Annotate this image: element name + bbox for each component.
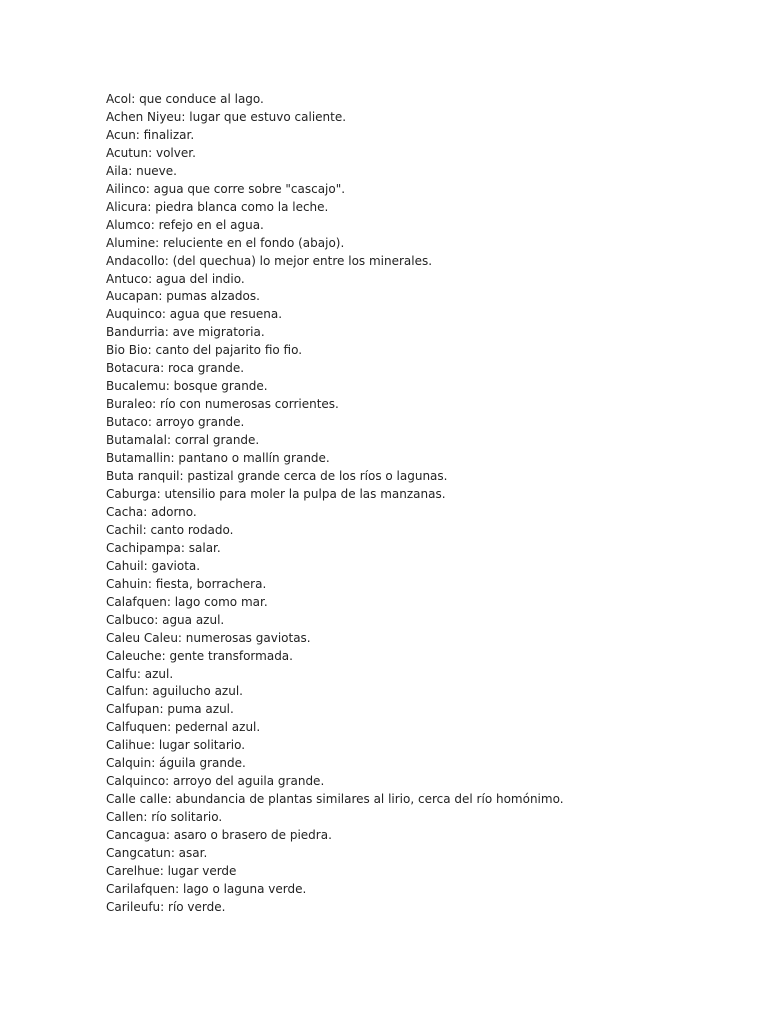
glossary-entry: Cahuin: fiesta, borrachera. bbox=[106, 576, 267, 591]
glossary-entry: Cancagua: asaro o brasero de piedra. bbox=[106, 828, 332, 843]
glossary-entry: Cachipampa: salar. bbox=[106, 540, 221, 555]
glossary-entry: Antuco: agua del indio. bbox=[106, 271, 245, 286]
glossary-entry: Calquinco: arroyo del aguila grande. bbox=[106, 774, 325, 789]
glossary-entry: Buraleo: río con numerosas corrientes. bbox=[106, 397, 339, 412]
glossary-entry: Botacura: roca grande. bbox=[106, 361, 245, 376]
glossary-entry: Ailinco: agua que corre sobre "cascajo". bbox=[106, 181, 346, 196]
glossary-entry: Alumine: reluciente en el fondo (abajo). bbox=[106, 235, 345, 250]
glossary-entry: Cacha: adorno. bbox=[106, 504, 197, 519]
glossary-entry: Carilafquen: lago o laguna verde. bbox=[106, 881, 307, 896]
glossary-entry: Caburga: utensilio para moler la pulpa de las manzanas. bbox=[106, 486, 446, 501]
glossary-entry: Alicura: piedra blanca como la leche. bbox=[106, 199, 329, 214]
glossary-entry: Cahuil: gaviota. bbox=[106, 558, 201, 573]
glossary-entry: Buta ranquil: pastizal grande cerca de los ríos o lagunas. bbox=[106, 469, 448, 484]
glossary-entry: Butaco: arroyo grande. bbox=[106, 415, 245, 430]
glossary-entry: Butamallin: pantano o mallín grande. bbox=[106, 451, 330, 466]
glossary-entry: Calquin: águila grande. bbox=[106, 756, 246, 771]
glossary-entry: Aila: nueve. bbox=[106, 163, 177, 178]
glossary-entry: Carelhue: lugar verde bbox=[106, 863, 237, 878]
glossary-entry: Bio Bio: canto del pajarito fio fio. bbox=[106, 343, 303, 358]
glossary-entry: Caleu Caleu: numerosas gaviotas. bbox=[106, 630, 311, 645]
glossary-page bbox=[106, 91, 746, 917]
glossary-entry: Calihue: lugar solitario. bbox=[106, 738, 246, 753]
glossary-entry: Calafquen: lago como mar. bbox=[106, 594, 268, 609]
glossary-entry: Calfuquen: pedernal azul. bbox=[106, 720, 261, 735]
glossary-entry: Calfun: aguilucho azul. bbox=[106, 684, 243, 699]
glossary-entry: Caleuche: gente transformada. bbox=[106, 648, 293, 663]
glossary-entry: Callen: río solitario. bbox=[106, 810, 223, 825]
glossary-entry: Calfu: azul. bbox=[106, 666, 174, 681]
glossary-entry: Cangcatun: asar. bbox=[106, 846, 208, 861]
glossary-entry: Bandurria: ave migratoria. bbox=[106, 325, 265, 340]
glossary-entry: Calle calle: abundancia de plantas similares al lirio, cerca del río homónimo. bbox=[106, 792, 564, 807]
glossary-entry: Acol: que conduce al lago. bbox=[106, 92, 264, 106]
glossary-entry: Auquinco: agua que resuena. bbox=[106, 307, 283, 322]
glossary-list bbox=[106, 91, 746, 917]
glossary-entry: Carileufu: río verde. bbox=[106, 899, 226, 914]
glossary-entry: Calfupan: puma azul. bbox=[106, 702, 234, 717]
glossary-entry: Acutun: volver. bbox=[106, 145, 196, 160]
glossary-entry: Butamalal: corral grande. bbox=[106, 433, 260, 448]
glossary-entry: Acun: finalizar. bbox=[106, 127, 195, 142]
glossary-entry: Aucapan: pumas alzados. bbox=[106, 289, 260, 304]
glossary-entry: Andacollo: (del quechua) lo mejor entre los minerales. bbox=[106, 253, 433, 268]
glossary-entry: Bucalemu: bosque grande. bbox=[106, 379, 268, 394]
glossary-entry: Cachil: canto rodado. bbox=[106, 522, 234, 537]
glossary-entry: Calbuco: agua azul. bbox=[106, 612, 225, 627]
glossary-entry: Alumco: refejo en el agua. bbox=[106, 217, 264, 232]
glossary-entry: Achen Niyeu: lugar que estuvo caliente. bbox=[106, 109, 347, 124]
